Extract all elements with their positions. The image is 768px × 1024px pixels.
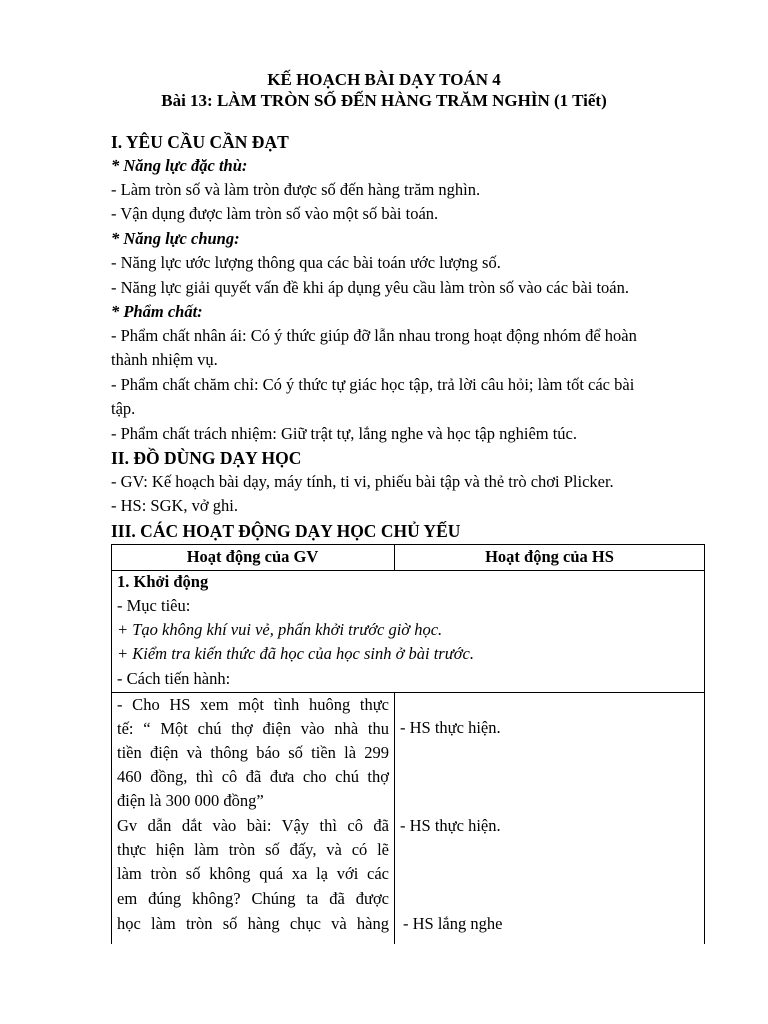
activities-table (111, 544, 705, 944)
subheading-specific-competence: * Năng lực đặc thù: (111, 156, 248, 175)
gv-text-line: - Cho HS xem một tình huông thực (117, 695, 389, 714)
gv-text-line: tiền điện và thông báo số tiền là 299 (117, 743, 389, 762)
gv-text-line: thực hiện làm tròn số đấy, và có lẽ (117, 840, 389, 859)
subheading-general-competence: * Năng lực chung: (111, 229, 240, 248)
text-line: - Năng lực giải quyết vấn đề khi áp dụng yêu cầu làm tròn số vào các bài toán. (111, 278, 629, 297)
objective-item: + Kiểm tra kiến thức đã học của học sinh ở bài trước. (117, 644, 474, 663)
gv-text-line: 460 đồng, thì cô đã đưa cho chú thợ (117, 767, 389, 786)
text-line: - HS: SGK, vở ghi. (111, 496, 238, 515)
text-line: - GV: Kế hoạch bài dạy, máy tính, ti vi, phiếu bài tập và thẻ trò chơi Plicker. (111, 472, 614, 491)
gv-text-line: Gv dẫn dắt vào bài: Vậy thì cô đã (117, 816, 389, 835)
subheading-qualities: * Phẩm chất: (111, 302, 203, 321)
objective-item: + Tạo không khí vui vẻ, phấn khởi trước giờ học. (117, 620, 443, 639)
text-line: - Phẩm chất nhân ái: Có ý thức giúp đỡ lẫn nhau trong hoạt động nhóm để hoàn (111, 326, 637, 345)
gv-text-line: làm tròn số không quá xa lạ với các (117, 864, 389, 883)
gv-text-line: học làm tròn số hàng chục và hàng (117, 914, 389, 933)
procedure-label: - Cách tiến hành: (117, 669, 231, 688)
text-line: - Năng lực ước lượng thông qua các bài toán ước lượng số. (111, 253, 501, 272)
gv-text-line: điện là 300 000 đồng” (117, 791, 264, 810)
text-line: - Làm tròn số và làm tròn được số đến hàng trăm nghìn. (111, 180, 481, 199)
gv-text-line: em đúng không? Chúng ta đã được (117, 889, 389, 908)
hs-response: - HS thực hiện. (400, 816, 501, 835)
warmup-title: 1. Khởi động (117, 572, 209, 591)
text-line: thành nhiệm vụ. (111, 350, 218, 369)
document-title: KẾ HOẠCH BÀI DẠY TOÁN 4 (267, 70, 501, 89)
text-line: tập. (111, 399, 136, 418)
column-header-student: Hoạt động của HS (485, 547, 614, 566)
hs-response: - HS thực hiện. (400, 718, 501, 737)
column-header-teacher: Hoạt động của GV (186, 547, 319, 566)
section-heading-requirements: I. YÊU CẦU CẦN ĐẠT (111, 132, 289, 152)
text-line: - Phẩm chất chăm chỉ: Có ý thức tự giác học tập, trả lời câu hỏi; làm tốt các bài (111, 375, 635, 394)
section-heading-materials: II. ĐỒ DÙNG DẠY HỌC (111, 448, 302, 468)
lesson-title: Bài 13: LÀM TRÒN SỐ ĐẾN HÀNG TRĂM NGHÌN (1 Tiết) (161, 91, 607, 110)
section-heading-activities: III. CÁC HOẠT ĐỘNG DẠY HỌC CHỦ YẾU (111, 521, 461, 541)
text-line: - Phẩm chất trách nhiệm: Giữ trật tự, lắng nghe và học tập nghiêm túc. (111, 424, 578, 443)
gv-text-line: tế: “ Một chú thợ điện vào nhà thu (117, 719, 389, 738)
text-line: - Vận dụng được làm tròn số vào một số bài toán. (111, 204, 439, 223)
objective-label: - Mục tiêu: (117, 596, 191, 615)
hs-response: - HS lắng nghe (403, 914, 503, 933)
